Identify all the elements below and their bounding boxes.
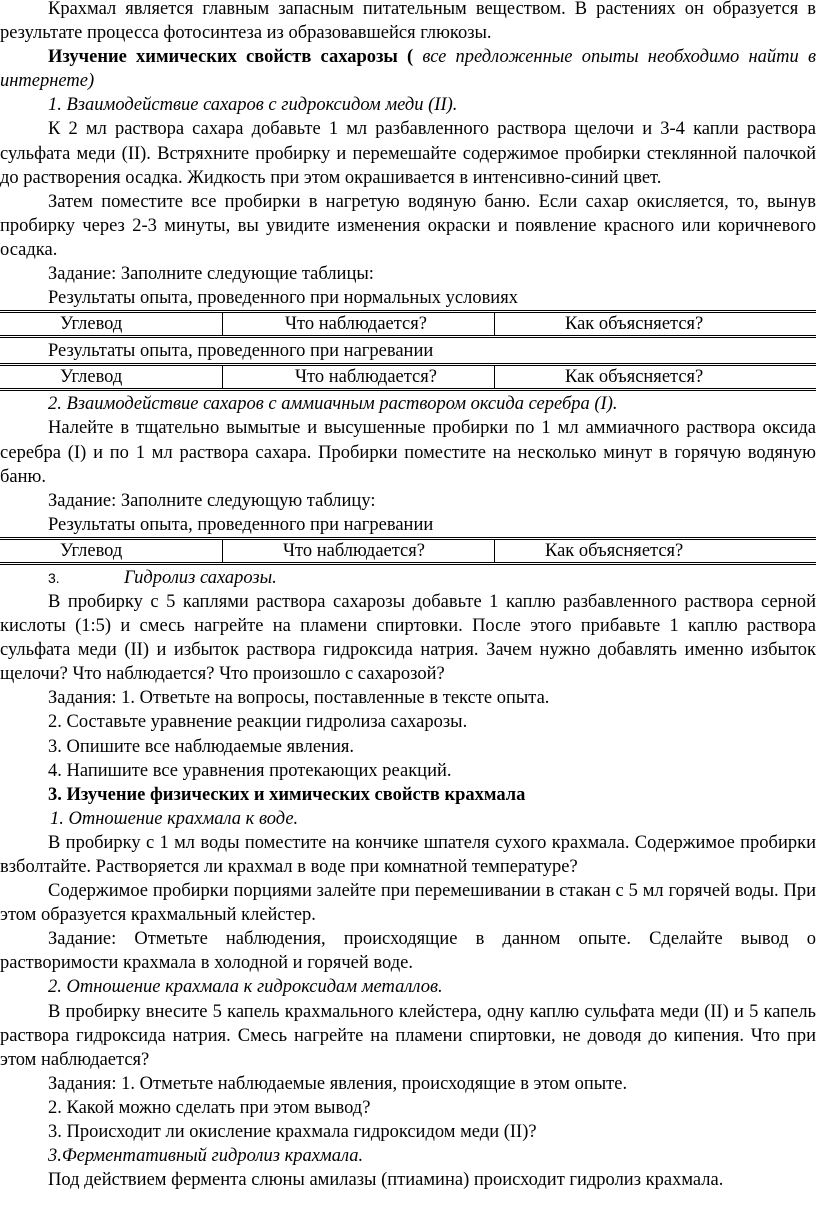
starch-exp1-paragraph-2: Содержимое пробирки порциями залейте при перемешивании в стакан с 5 мл горячей воды. При этом образуется крахмальный клейстер. <box>0 881 816 926</box>
starch-exp2-paragraph-1: В пробирку внесите 5 капель крахмального клейстера, одну каплю сульфата меди (II) и 5 капель раствора гидроксида натрия. Смесь нагрейте на пламени спиртовки, не доводя до кипения. Что при этом наблюдается? <box>0 1001 816 1070</box>
table-header-observed: Что наблюдается? <box>222 366 494 388</box>
starch-exp1-paragraph-1: В пробирку с 1 мл воды поместите на кончике шпателя сухого крахмала. Содержимое пробирки взболтайте. Растворяется ли крахмал в воде при комнатной температуре? <box>0 832 816 877</box>
sucrose-heading-note: все предложенные опыты необходимо найти в интернете) <box>0 47 816 92</box>
table-header-carb: Углевод <box>60 314 123 335</box>
starch-exp3-title: 3.Ферментативный гидролиз крахмала. <box>48 1146 364 1167</box>
exp1-title: 1. Взаимодействие сахаров с гидроксидом меди (II). <box>48 95 458 116</box>
starch-exp2-task-1: Задания: 1. Отметьте наблюдаемые явления, происходящие в этом опыте. <box>48 1073 628 1094</box>
starch-exp2-task-2: 2. Какой можно сделать при этом вывод? <box>48 1097 371 1118</box>
table-header-explained: Как объясняется? <box>494 540 816 562</box>
intro-paragraph: Крахмал является главным запасным питательным веществом. В растениях он образуется в результате процесса фотосинтеза из образовавшейся глюкозы. <box>0 0 816 44</box>
exp2-task: Задание: Заполните следующую таблицу: <box>48 490 376 511</box>
exp3-number: 3. <box>48 569 60 586</box>
exp3-task-2: 2. Составьте уравнение реакции гидролиза сахарозы. <box>48 712 468 733</box>
exp2-title: 2. Взаимодействие сахаров с аммиачным раствором оксида серебра (I). <box>48 394 618 415</box>
exp3-task-1: Задания: 1. Ответьте на вопросы, поставленные в тексте опыта. <box>48 688 550 709</box>
table-header-explained: Как объясняется? <box>494 366 816 388</box>
exp3-title: Гидролиз сахарозы. <box>124 567 277 588</box>
sucrose-heading-bold: Изучение химических свойств сахарозы ( <box>48 47 414 68</box>
starch-exp3-paragraph-1: Под действием фермента слюны амилазы (птиамина) происходит гидролиз крахмала. <box>48 1170 724 1191</box>
table-header-observed: Что наблюдается? <box>222 313 494 335</box>
starch-heading: 3. Изучение физических и химических свойств крахмала <box>48 784 526 805</box>
exp3-task-3: 3. Опишите все наблюдаемые явления. <box>48 736 354 757</box>
exp3-title-row <box>0 566 816 590</box>
exp3-paragraph-1: В пробирку с 5 каплями раствора сахарозы добавьте 1 каплю разбавленного раствора серной кислоты (1:5) и смесь нагрейте на пламени спиртовки. После этого прибавьте 1 каплю раствора сульфата меди (II) и избыток раствора гидроксида натрия. Зачем нужно добавлять именно избыток щелочи? Что наблюдается? Что произошло с сахарозой? <box>0 591 816 685</box>
exp1-paragraph-2: Затем поместите все пробирки в нагретую водяную баню. Если сахар окисляется, то, вынув пробирку через 2-3 минуты, вы увидите изменения окраски и появление красного или коричневого осадка. <box>0 191 816 260</box>
exp1-table1-caption: Результаты опыта, проведенного при нормальных условиях <box>48 288 518 309</box>
exp1-paragraph-1: К 2 мл раствора сахара добавьте 1 мл разбавленного раствора щелочи и 3-4 капли раствора сульфата меди (II). Встряхните пробирку и перемешайте содержимое пробирки стеклянной палочкой до растворения осадка. Жидкость при этом окрашивается в интенсивно-синий цвет. <box>0 119 816 188</box>
results-table-silver <box>0 537 816 565</box>
starch-exp1-task: Задание: Отметьте наблюдения, происходящие в данном опыте. Сделайте вывод о растворимости крахмала в холодной и горячей воде. <box>0 929 816 974</box>
exp1-task: Задание: Заполните следующие таблицы: <box>48 264 374 285</box>
starch-exp2-title: 2. Отношение крахмала к гидроксидам металлов. <box>48 977 443 998</box>
table-header-carb: Углевод <box>60 540 123 561</box>
starch-exp2-task-3: 3. Происходит ли окисление крахмала гидроксидом меди (II)? <box>48 1122 537 1143</box>
starch-exp1-title: 1. Отношение крахмала к воде. <box>50 808 299 829</box>
exp2-table-caption: Результаты опыта, проведенного при нагревании <box>48 514 434 535</box>
results-table-normal <box>0 310 816 338</box>
exp2-paragraph-1: Налейте в тщательно вымытые и высушенные пробирки по 1 мл аммиачного раствора оксида серебра (I) и по 1 мл раствора сахара. Пробирки поместите на несколько минут в горячую водяную баню. <box>0 418 816 487</box>
results-table-heated <box>0 363 816 391</box>
table-header-explained: Как объясняется? <box>494 313 816 335</box>
table-header-observed: Что наблюдается? <box>222 540 494 562</box>
sucrose-heading <box>0 45 816 93</box>
exp1-table2-caption: Результаты опыта, проведенного при нагревании <box>48 341 434 362</box>
exp3-task-4: 4. Напишите все уравнения протекающих реакций. <box>48 760 452 781</box>
table-header-carb: Углевод <box>60 367 123 388</box>
